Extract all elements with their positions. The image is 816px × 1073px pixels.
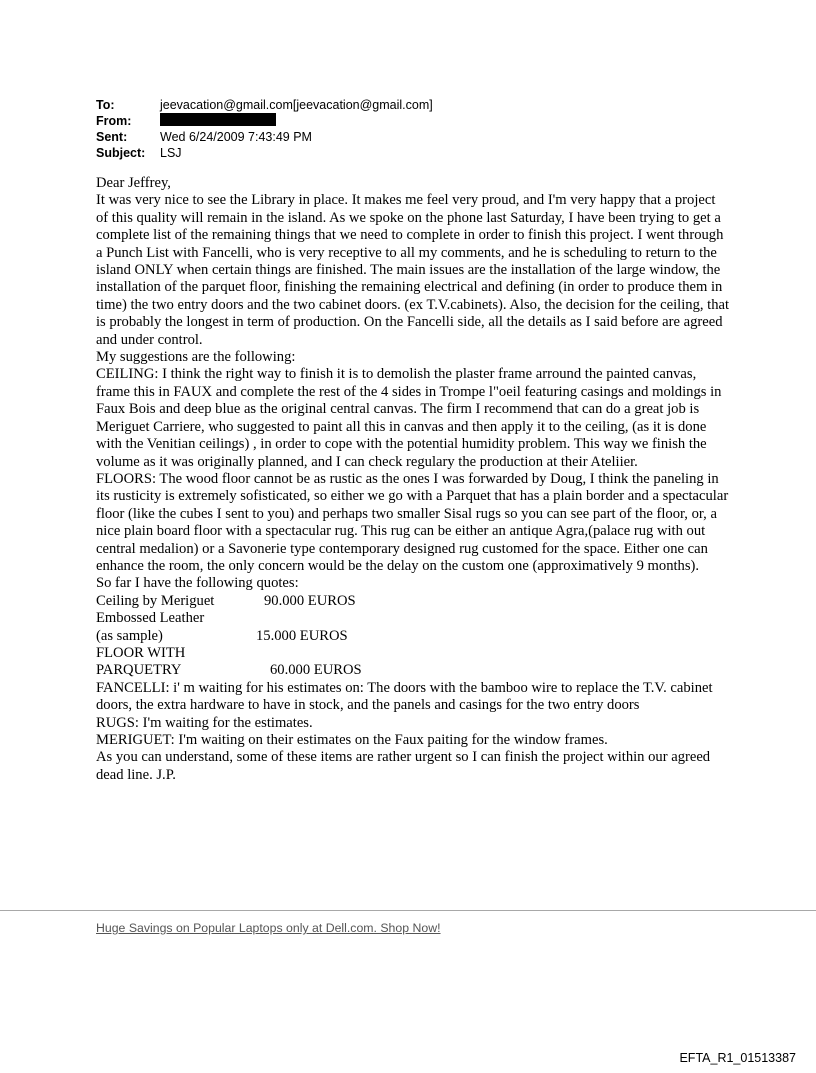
greeting: Dear Jeffrey, <box>96 175 171 191</box>
quote-amount: 90.000 EUROS <box>264 592 356 609</box>
quote-amount: 60.000 EUROS <box>270 662 362 679</box>
subject-label: Subject: <box>96 146 146 160</box>
quote-label: Ceiling by Meriguet <box>96 592 215 609</box>
quote-label: PARQUETRY <box>96 662 182 679</box>
to-label: To: <box>96 98 115 112</box>
paragraph-fancelli: FANCELLI: i' m waiting for his estimates on: The doors with the bamboo wire to replace the T.V. cabinet doors, the extra hardware to have in stock, and the panels and casings for the two entry doors <box>96 679 713 714</box>
paragraph-intro: It was very nice to see the Library in place. It makes me feel very proud, and I'm very happy that a project of this quality will remain in the island. As we spoke on the phone last Saturday, I have been trying to get a complete list of the remaining things that we need to complete in order to finish this project. I went through a Punch List with Fancelli, who is very receptive to all my comments, and he is scheduling to return to the island ONLY when certain things are finished. The main issues are the installation of the large window, the installation of the parquet floor, finishing the remaining electrical and defining (in order to produce them in time) the two entry doors and the two cabinet doors. (ex T.V.cabinets). Also, the decision for the ceiling, that is probably the longest in term of production. On the Fancelli side, all the details as I said before are agreed and under control. <box>96 192 730 348</box>
paragraph-floors: FLOORS: The wood floor cannot be as rustic as the ones I was forwarded by Doug, I think the paneling in its rusticity is extremely sofisticated, so either we go with a Parquet that has a plain border and a spectacular floor (like the cubes I sent to you) and perhaps two smaller Sisal rugs so you can see part of the floor, or, a nice plain board floor with a spectacular rug. This rug can be either an antique Agra,(palace rug with out central medalion) or a Savonerie type contemporary designed rug customed for the space. Either one can enhance the room, the only concern would be the delay on the custom one (approximatively 9 months). <box>96 470 729 574</box>
sent-value: Wed 6/24/2009 7:43:49 PM <box>160 130 312 144</box>
sent-label: Sent: <box>96 130 128 144</box>
quote-row <box>96 645 731 662</box>
quote-amount: 15.000 EUROS <box>256 627 348 644</box>
subject-row <box>96 145 433 161</box>
email-header <box>96 97 433 161</box>
bates-number: EFTA_R1_01513387 <box>679 1051 796 1065</box>
paragraph-suggestions: My suggestions are the following: <box>96 349 296 366</box>
paragraph-ceiling: CEILING: I think the right way to finish it is to demolish the plaster frame arround the painted canvas, frame this in FAUX and complete the rest of the 4 sides in Trompe l"oeil featuring casings and moldings in Faux Bois and deep blue as the original central canvas. The firm I recommend that can do a great job is Meriguet Carriere, who suggested to paint all this in canvas and then apply it to the ceiling, (as it is done with the Venitian ceilings) , in order to cope with the potential humidity problem. This way we finish the volume as it was originally planned, and I can check regulary the production at their Ateliier. <box>96 366 722 470</box>
quotes-intro: So far I have the following quotes: <box>96 575 299 592</box>
from-row <box>96 113 433 129</box>
paragraph-meriguet: MERIGUET: I'm waiting on their estimates on the Faux paiting for the window frames. <box>96 731 608 748</box>
from-label: From: <box>96 114 132 128</box>
quote-label: FLOOR WITH <box>96 644 186 661</box>
sent-row <box>96 129 433 145</box>
to-row <box>96 97 433 113</box>
paragraph-closing: As you can understand, some of these items are rather urgent so I can finish the project within our agreed dead line. J.P. <box>96 749 711 783</box>
to-value: jeevacation@gmail.com[jeevacation@gmail.com] <box>160 98 433 112</box>
quote-row <box>96 610 731 627</box>
subject-value: LSJ <box>160 146 182 160</box>
quote-row <box>96 662 731 679</box>
quote-row <box>96 628 731 645</box>
quote-label: (as sample) <box>96 627 163 644</box>
quote-row <box>96 593 731 610</box>
email-body <box>96 175 731 784</box>
paragraph-rugs: RUGS: I'm waiting for the estimates. <box>96 714 313 731</box>
ad-link[interactable]: Huge Savings on Popular Laptops only at Dell.com. Shop Now! <box>96 921 441 935</box>
footer-divider <box>0 910 816 911</box>
quote-label: Embossed Leather <box>96 610 205 627</box>
quotes-list <box>96 593 731 680</box>
redaction-block <box>160 113 276 126</box>
